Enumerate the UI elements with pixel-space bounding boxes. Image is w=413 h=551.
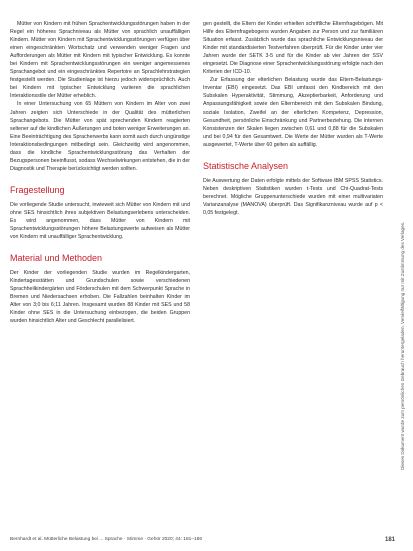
section-heading-material-methoden: Material und Methoden — [10, 253, 103, 264]
body-paragraph: Zur Erfassung der elterlichen Belastung wurde das Eltern-Belastungs-Inventar (EBI) eingesetzt. Das EBI umfasst den Kindbereich mit den Subskalen Hyperaktivität, Stimmung, Akzeptierbarkeit, Anforderung und Anpassungsfähigkeit sowie den Elternbereich mit den Subskalen Bindung, soziale Isolation, Zweifel an der elterlichen Kompetenz, Depression, Gesundheit, persönliche Einschränkung und Partnerbeziehung. Die internen Konsistenzen der Skalen liegen zwischen 0,61 und 0,88 für die Subskalen und bei 0,94 für den Gesamtwert. Die Werte der Mütter wurden als T-Werte ausgewertet, T-Werte über 60 gelten als auffällig. — [203, 77, 383, 148]
right-column — [203, 20, 383, 217]
body-paragraph: gen gestellt, die Eltern der Kinder erhielten schriftliche Elternfragebögen. Mit Hilfe des Elternfragebogens wurden Angaben zur Person und zur familiären Situation erfasst. Zusätzlich wurde das sprachliche Entwicklungsniveau der Kinder mit standardisierten Testverfahren überprüft. Für die Kinder unter vier Jahren wurde der SETK 3-5 und für die Kinder ab vier Jahren der SSV eingesetzt. Die Diagnose einer Sprachentwicklungsstörung erfolgte nach den Kriterien der ICD-10. — [203, 21, 383, 76]
body-paragraph: Mütter von Kindern mit frühen Sprachentwicklungsstörungen haben in der Regel ein höheres Sprachniveau als Mütter von sprachlich unauffälligen Kindern. Mütter von Kindern mit Sprachentwicklungsstörungen verfügen über einen eingeschränkten Wortschatz und verwenden weniger Fragen und Aufforderungen als Mütter mit Kindern mit typischer Entwicklung. Es konnte bei Kindern mit Sprachentwicklungsstörungen ein weniger angemessenes Sprachangebot und ein eingeschränktes Repertoire an Sprachlehrstrategien festgestellt werden. Die Studienlage ist hierzu jedoch widersprüchlich. Auch bei Kindern mit typischer Entwicklung variieren die sprachlichen Interaktionsstile der Mütter erheblich. — [10, 21, 190, 100]
left-column — [10, 20, 190, 325]
body-paragraph: Die Auswertung der Daten erfolgte mittels der Software IBM SPSS Statistics. Neben deskriptiven Statistiken wurden t-Tests und Chi-Quadrat-Tests berechnet. Mögliche Gruppenunterschiede wurden mit einer multivariaten Varianzanalyse (MANOVA) überprüft. Das Signifikanzniveau wurde auf p < 0,05 festgelegt. — [203, 177, 383, 216]
page-footer — [10, 535, 395, 545]
download-notice: Dieses Dokument wurde zum persönlichen Gebrauch heruntergeladen. Vervielfältigung nur mit Zustimmung des Verlages. — [400, 221, 405, 470]
body-paragraph: Die vorliegende Studie untersucht, inwieweit sich Mütter von Kindern mit und ohne SES hinsichtlich ihres subjektiven Belastungserlebens unterscheiden. Es wird angenommen, dass Mütter von Kindern mit Sprachentwicklungsstörungen höhere Belastungswerte aufweisen als Mütter von Kindern mit unauffälliger Sprachentwicklung. — [10, 201, 190, 241]
body-paragraph: Der Kinder der vorliegenden Studie wurden im Regelkindergarten, Kindertagesstätten und Grundschulen sowie verschiedenen Sprachheilkindergärten und Förderschulen mit dem Schwerpunkt Sprache in Bremen und Niedersachsen erhoben. Die Fallzahlen beinhalten Kinder im Alter von 3;0 bis 6;11 Jahren. Insgesamt wurden 88 Kinder mit SES und 58 Kinder ohne SES in die Untersuchung einbezogen, die beiden Gruppen wurden hinsichtlich Alter und Geschlecht parallelisiert. — [10, 270, 190, 325]
citation-line: Bernhardt et al. Mütterliche Belastung bei ... Sprache · Stimme · Gehör 2020; 44: 181–186 — [10, 537, 202, 542]
section-heading-statistische-analysen: Statistische Analysen — [203, 160, 289, 171]
body-paragraph: In einer Untersuchung von 65 Müttern von Kindern im Alter von zwei Jahren zeigten sich Unterschiede in der Qualität des mütterlichen Sprachangebots. Die Mütter von spät sprechenden Kindern reagierten seltener auf die kindlichen Äußerungen und boten weniger Erweiterungen an. Eine Beeinträchtigung des Spracherwerbs kann somit auch durch ungünstige Interaktionsbedingungen mitbedingt sein. Gleichzeitig wird angenommen, dass die kindliche Sprachentwicklungsstörung das Verhalten der Bezugspersonen beeinflusst, sodass Wechselwirkungen entstehen, die in der Diagnostik und Therapie berücksichtigt werden sollten. — [10, 101, 190, 172]
section-heading-fragestellung: Fragestellung — [10, 184, 65, 195]
page-number: 181 — [384, 537, 395, 543]
